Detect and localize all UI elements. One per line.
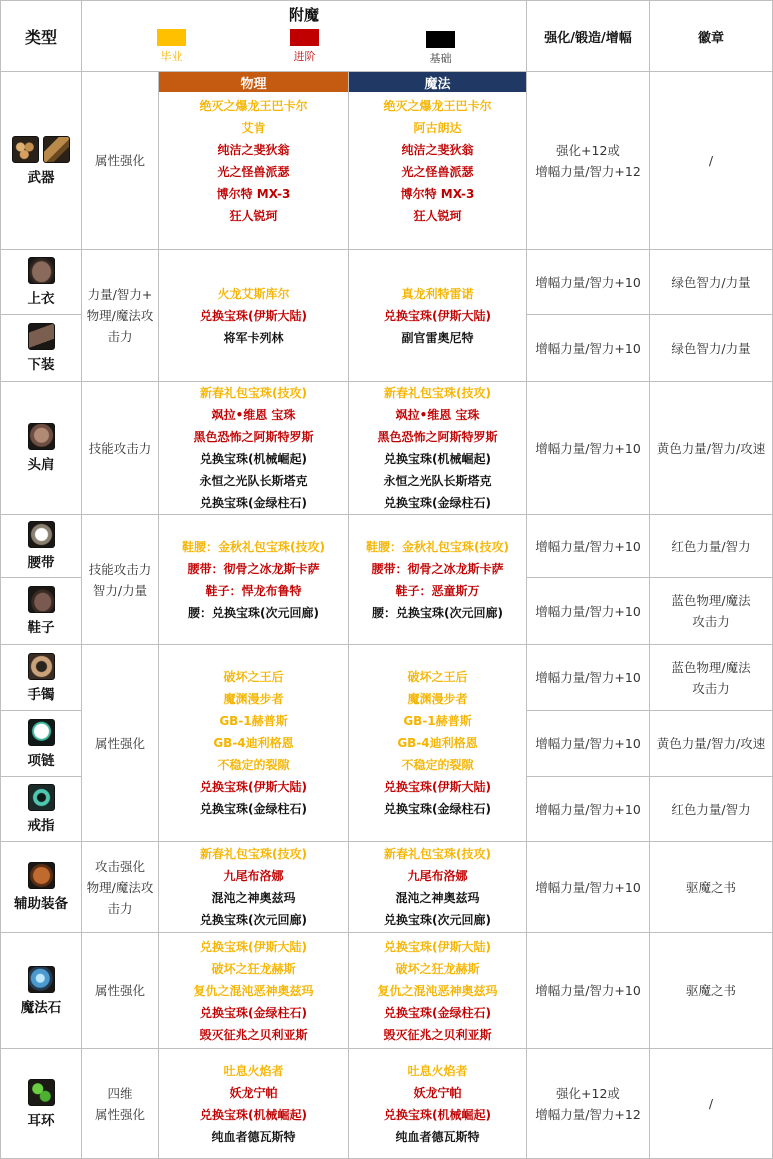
legend-label-basic: 基础 — [429, 52, 452, 65]
enchant-option: 新春礼包宝珠(技攻) — [200, 847, 307, 861]
physical-enchant-list — [200, 283, 307, 349]
enchant-option: 混沌之神奥兹玛 — [395, 891, 480, 905]
enchant-option: 破坏之狂龙赫斯 — [395, 961, 480, 976]
enchant-option: 腰：兑换宝珠(次元回廊) — [188, 605, 319, 620]
enchant-option: 纯洁之斐狄翁 — [401, 142, 474, 157]
enchant-option: 不稳定的裂隙 — [217, 758, 290, 772]
emblem-cell — [650, 711, 773, 777]
upgrade-cell — [527, 1049, 650, 1159]
enchant-option: 破坏之王后 — [407, 670, 468, 684]
enchant-option: 妖龙宁帕 — [413, 1085, 462, 1100]
item-name: 耳环 — [27, 1112, 55, 1129]
enchant-option: 鞋腰：金秋礼包宝珠(技攻) — [182, 539, 325, 554]
upgrade-cell — [527, 645, 650, 711]
enchant-option: 狂人锐珂 — [229, 208, 278, 223]
enchant-option: 吐息火焰者 — [223, 1063, 284, 1078]
item-icons — [28, 521, 55, 548]
enchant-option: 破坏之王后 — [223, 670, 284, 684]
enchant-option: 黑色恐怖之阿斯特罗斯 — [377, 430, 498, 444]
emblem-cell — [650, 578, 773, 645]
magic-subheader-label: 魔法 — [424, 76, 451, 92]
emblem-cell — [650, 515, 773, 578]
enchant-option: 鞋子：悍龙布鲁特 — [205, 583, 302, 598]
enchant-option: 吐息火焰者 — [407, 1063, 468, 1078]
cell-text-line: 绿色智力/力量 — [671, 340, 751, 356]
cell-text-line: 蓝色物理/魔法 — [671, 659, 751, 675]
enchant-option: GB-1赫普斯 — [219, 714, 288, 728]
item-name: 手镯 — [27, 686, 55, 703]
enchant-option: 阿古朗达 — [413, 120, 462, 135]
enchant-option: 狂人锐珂 — [413, 208, 462, 223]
magic-enchant-list — [384, 843, 491, 931]
physical-enchant-cell — [159, 382, 349, 515]
magic-enchant-cell — [349, 515, 527, 645]
physical-enchant-list — [182, 536, 325, 624]
physical-enchant-list — [200, 843, 307, 931]
item-icons — [28, 423, 55, 450]
legend-swatch-red — [290, 29, 319, 46]
cell-text-line: / — [708, 153, 714, 168]
magic-enchant-list — [377, 936, 497, 1046]
cell-text-line: 属性强化 — [94, 983, 145, 998]
attribute-cell — [82, 72, 159, 250]
enchant-option: 纯血者德瓦斯特 — [395, 1129, 480, 1144]
cell-text-line: 增幅力量/智力+12 — [535, 1106, 641, 1122]
item-cell — [0, 315, 82, 382]
magic-enchant-list — [366, 536, 509, 624]
enchant-option: 纯洁之斐狄翁 — [217, 142, 290, 157]
cell-text-line: 增幅力量/智力+10 — [535, 801, 641, 817]
physical-enchant-cell — [159, 72, 349, 250]
cell-text-line: / — [708, 1096, 714, 1111]
item-name: 戒指 — [27, 818, 55, 834]
upgrade-cell — [527, 72, 650, 250]
cell-text-line: 增幅力量/智力+12 — [535, 163, 641, 179]
attribute-cell — [82, 1049, 159, 1159]
cell-text-line: 增幅力量/智力+10 — [535, 983, 641, 998]
emblem-header — [650, 0, 773, 72]
top-armor-icon — [28, 257, 55, 284]
magic-enchant-cell — [349, 1049, 527, 1159]
enchant-option: 兑换宝珠(伊斯大陆) — [384, 308, 491, 323]
enchant-option: 兑换宝珠(伊斯大陆) — [200, 308, 307, 323]
cell-text-line: 红色力量/智力 — [671, 801, 751, 817]
emblem-cell — [650, 842, 773, 933]
cell-text-line: 黄色力量/智力/攻速 — [656, 736, 766, 751]
emblem-cell — [650, 382, 773, 515]
enchant-option: 破坏之狂龙赫斯 — [211, 961, 296, 976]
enchant-option: 九尾布洛娜 — [223, 869, 284, 883]
attribute-cell — [82, 515, 159, 645]
item-icons — [28, 966, 55, 993]
item-name: 腰带 — [27, 555, 55, 571]
cell-text-line: 击力 — [107, 329, 133, 344]
upgrade-cell — [527, 711, 650, 777]
ring-icon — [28, 784, 55, 811]
enchant-option: GB-1赫普斯 — [403, 714, 472, 728]
physical-enchant-cell — [159, 1049, 349, 1159]
item-cell — [0, 645, 82, 711]
cell-text-line: 红色力量/智力 — [671, 538, 751, 554]
item-icons — [28, 862, 55, 889]
emblem-cell — [650, 933, 773, 1049]
item-icons — [28, 586, 55, 613]
enchant-option: 兑换宝珠(伊斯大陆) — [384, 780, 491, 794]
item-icons — [28, 719, 55, 746]
upgrade-cell — [527, 315, 650, 382]
cell-text-line: 增幅力量/智力+10 — [535, 736, 641, 751]
item-icons — [28, 653, 55, 680]
cell-text-line: 蓝色物理/魔法 — [671, 593, 751, 608]
legend-item-advanced — [290, 29, 319, 64]
upgrade-cell — [527, 842, 650, 933]
item-cell — [0, 933, 82, 1049]
item-cell — [0, 250, 82, 315]
item-name: 魔法石 — [20, 999, 62, 1016]
enchant-option: 新春礼包宝珠(技攻) — [384, 386, 491, 400]
physical-enchant-cell — [159, 842, 349, 933]
legend-item-basic — [426, 31, 455, 66]
attribute-cell — [82, 645, 159, 842]
enchant-option: 兑换宝珠(机械崛起) — [200, 452, 307, 466]
attribute-cell — [82, 250, 159, 382]
enchant-option: 毁灭征兆之贝利亚斯 — [199, 1027, 308, 1042]
cell-text-line: 属性强化 — [94, 735, 145, 751]
emblem-header-label: 徽章 — [697, 30, 724, 46]
enchant-option: 腰：兑换宝珠(次元回廊) — [372, 605, 503, 620]
enchant-option: 腰带：彻骨之冰龙斯卡萨 — [371, 561, 504, 576]
enchant-option: 兑换宝珠(伊斯大陆) — [200, 939, 307, 954]
item-icons — [28, 257, 55, 284]
physical-enchant-list — [193, 382, 313, 514]
enchant-option: 兑换宝珠(金绿柱石) — [384, 496, 491, 510]
magic-enchant-cell — [349, 933, 527, 1049]
enchant-option: 永恒之光队长斯塔克 — [383, 474, 492, 488]
legend-label-graduate: 毕业 — [160, 50, 183, 63]
enchant-option: 毁灭征兆之贝利亚斯 — [383, 1027, 492, 1042]
physical-subheader-label: 物理 — [240, 76, 267, 92]
support-equip-icon — [28, 862, 55, 889]
enchant-option: 绝灭之爆龙王巴卡尔 — [383, 98, 492, 113]
legend-swatch-gold — [157, 29, 186, 46]
enchant-option: 腰带：彻骨之冰龙斯卡萨 — [187, 561, 320, 576]
enchant-option: 博尔特 MX-3 — [216, 186, 291, 201]
upgrade-cell — [527, 578, 650, 645]
enchant-option: 绝灭之爆龙王巴卡尔 — [199, 98, 308, 113]
item-cell — [0, 515, 82, 578]
physical-enchant-list — [193, 936, 313, 1046]
cell-text-line: 增幅力量/智力+10 — [535, 538, 641, 554]
cell-text-line: 攻击力 — [692, 614, 730, 629]
enchant-option: 混沌之神奥兹玛 — [211, 891, 296, 905]
pants-armor-icon — [28, 323, 55, 350]
enchant-option: 兑换宝珠(机械崛起) — [384, 1107, 491, 1122]
enchant-option: 光之怪兽派瑟 — [401, 164, 474, 179]
enchant-option: 纯血者德瓦斯特 — [211, 1129, 296, 1144]
upgrade-cell — [527, 933, 650, 1049]
cell-text-line: 属性强化 — [94, 153, 145, 168]
enchant-option: 兑换宝珠(机械崛起) — [200, 1107, 307, 1122]
magic-stone-icon — [28, 966, 55, 993]
emblem-cell — [650, 72, 773, 250]
enchant-option: 副官雷奥尼特 — [401, 330, 474, 345]
attribute-cell — [82, 382, 159, 515]
upgrade-header-label: 强化/锻造/增幅 — [544, 30, 632, 46]
item-icons — [28, 784, 55, 811]
item-cell — [0, 842, 82, 933]
item-name: 鞋子 — [27, 620, 55, 636]
cell-text-line: 驱魔之书 — [685, 879, 736, 895]
enchant-option: 博尔特 MX-3 — [400, 186, 475, 201]
cell-text-line: 增幅力量/智力+10 — [535, 603, 641, 619]
legend-swatch-black — [426, 31, 455, 48]
upgrade-cell — [527, 515, 650, 578]
physical-enchant-cell — [159, 250, 349, 382]
beads-weapon-icon — [12, 136, 39, 163]
physical-enchant-list — [200, 666, 307, 820]
enchant-option: 兑换宝珠(次元回廊) — [200, 913, 307, 927]
enchant-option: 兑换宝珠(次元回廊) — [384, 913, 491, 927]
item-name: 下装 — [27, 357, 55, 373]
item-name: 头肩 — [27, 457, 55, 473]
enchant-option: GB-4迪利格恩 — [397, 736, 478, 750]
enchant-option: 兑换宝珠(伊斯大陆) — [384, 939, 491, 954]
item-name: 辅助装备 — [14, 896, 68, 912]
enchant-option: 魔渊漫步者 — [407, 692, 468, 706]
enchant-option: 复仇之混沌恶神奥兹玛 — [377, 983, 498, 998]
enchant-option: GB-4迪利格恩 — [213, 736, 294, 750]
type-header-label: 类型 — [24, 27, 57, 47]
enchant-option: 真龙利特雷诺 — [401, 286, 474, 301]
bracelet-icon — [28, 653, 55, 680]
emblem-cell — [650, 1049, 773, 1159]
physical-enchant-list — [199, 95, 307, 227]
item-cell — [0, 382, 82, 515]
enchant-option: 兑换宝珠(金绿柱石) — [200, 496, 307, 510]
enchant-option: 飒拉•维恩 宝珠 — [395, 408, 480, 422]
attribute-cell — [82, 842, 159, 933]
upgrade-cell — [527, 382, 650, 515]
legend-label-advanced: 进阶 — [293, 50, 316, 63]
enchant-option: 兑换宝珠(金绿柱石) — [200, 802, 307, 816]
enchant-option: 将军卡列林 — [223, 330, 284, 345]
cell-text-line: 力量/智力+ — [87, 287, 153, 302]
magic-enchant-list — [384, 666, 491, 820]
enchant-option: 鞋腰：金秋礼包宝珠(技攻) — [366, 539, 509, 554]
emblem-cell — [650, 645, 773, 711]
enchant-option: 火龙艾斯库尔 — [217, 286, 290, 301]
enchant-option: 兑换宝珠(伊斯大陆) — [200, 780, 307, 794]
magic-enchant-list — [383, 95, 491, 227]
emblem-cell — [650, 250, 773, 315]
magic-enchant-list — [384, 1060, 491, 1148]
cell-text-line: 增幅力量/智力+10 — [535, 670, 641, 685]
enchant-option: 新春礼包宝珠(技攻) — [384, 847, 491, 861]
item-icons — [28, 323, 55, 350]
magic-enchant-cell — [349, 72, 527, 250]
shoulder-armor-icon — [28, 423, 55, 450]
cell-text-line: 物理/魔法攻 — [86, 879, 154, 895]
item-icons — [12, 136, 70, 163]
cell-text-line: 强化+12或 — [556, 1085, 620, 1101]
enchant-option: 不稳定的裂隙 — [401, 758, 474, 772]
upgrade-cell — [527, 777, 650, 842]
enchant-option: 鞋子：恶童斯万 — [395, 583, 480, 598]
enchant-option: 兑换宝珠(金绿柱石) — [384, 802, 491, 816]
cell-text-line: 增幅力量/智力+10 — [535, 340, 641, 356]
item-cell — [0, 72, 82, 250]
magic-enchant-cell — [349, 842, 527, 933]
cell-text-line: 技能攻击力 — [88, 440, 152, 456]
cell-text-line: 绿色智力/力量 — [671, 274, 751, 290]
magic-enchant-list — [384, 283, 491, 349]
cell-text-line: 增幅力量/智力+10 — [535, 440, 641, 456]
cell-text-line: 攻击力 — [692, 680, 730, 696]
physical-enchant-cell — [159, 645, 349, 842]
enchant-option: 九尾布洛娜 — [407, 869, 468, 883]
enchant-option: 新春礼包宝珠(技攻) — [200, 386, 307, 400]
upgrade-cell — [527, 250, 650, 315]
cell-text-line: 智力/力量 — [92, 582, 148, 598]
enchant-option: 魔渊漫步者 — [223, 692, 284, 706]
color-legend — [82, 29, 527, 69]
item-cell — [0, 711, 82, 777]
cell-text-line: 黄色力量/智力/攻速 — [656, 440, 766, 456]
enchant-option: 复仇之混沌恶神奥兹玛 — [193, 983, 314, 998]
enchant-option: 黑色恐怖之阿斯特罗斯 — [193, 430, 314, 444]
magic-enchant-cell — [349, 250, 527, 382]
enchant-header — [82, 0, 527, 72]
cell-text-line: 物理/魔法攻 — [86, 308, 154, 323]
cell-text-line: 增幅力量/智力+10 — [535, 274, 641, 290]
upgrade-header — [527, 0, 650, 72]
magic-enchant-list — [377, 382, 497, 514]
physical-enchant-cell — [159, 933, 349, 1049]
item-cell — [0, 1049, 82, 1159]
enchant-header-label: 附魔 — [288, 6, 319, 24]
cell-text-line: 击力 — [107, 900, 133, 916]
type-header — [0, 0, 82, 72]
necklace-icon — [28, 719, 55, 746]
enchant-option: 兑换宝珠(机械崛起) — [384, 452, 491, 466]
item-name: 上衣 — [27, 291, 55, 307]
enchant-option: 艾肯 — [241, 120, 266, 135]
totem-weapon-icon — [43, 136, 70, 163]
enchant-option: 妖龙宁帕 — [229, 1085, 278, 1100]
item-name: 武器 — [27, 169, 55, 186]
shoes-armor-icon — [28, 586, 55, 613]
cell-text-line: 四维 — [107, 1085, 133, 1101]
item-name: 项链 — [27, 752, 55, 769]
belt-armor-icon — [28, 521, 55, 548]
emblem-cell — [650, 777, 773, 842]
item-icons — [28, 1079, 55, 1106]
magic-enchant-cell — [349, 382, 527, 515]
magic-enchant-cell — [349, 645, 527, 842]
cell-text-line: 属性强化 — [94, 1106, 145, 1122]
physical-enchant-cell — [159, 515, 349, 645]
enchant-option: 飒拉•维恩 宝珠 — [211, 408, 296, 422]
item-cell — [0, 578, 82, 645]
cell-text-line: 强化+12或 — [556, 142, 620, 158]
emblem-cell — [650, 315, 773, 382]
enchant-option: 永恒之光队长斯塔克 — [199, 474, 308, 488]
item-cell — [0, 777, 82, 842]
enchant-option: 光之怪兽派瑟 — [217, 164, 290, 179]
earring-icon — [28, 1079, 55, 1106]
attribute-cell — [82, 933, 159, 1049]
cell-text-line: 增幅力量/智力+10 — [535, 879, 641, 895]
cell-text-line: 驱魔之书 — [685, 983, 736, 998]
enchant-option: 兑换宝珠(金绿柱石) — [384, 1005, 491, 1020]
legend-item-graduate — [157, 29, 186, 64]
cell-text-line: 攻击强化 — [94, 858, 145, 874]
physical-enchant-list — [200, 1060, 307, 1148]
cell-text-line: 技能攻击力 — [88, 561, 152, 577]
enchant-option: 兑换宝珠(金绿柱石) — [200, 1005, 307, 1020]
